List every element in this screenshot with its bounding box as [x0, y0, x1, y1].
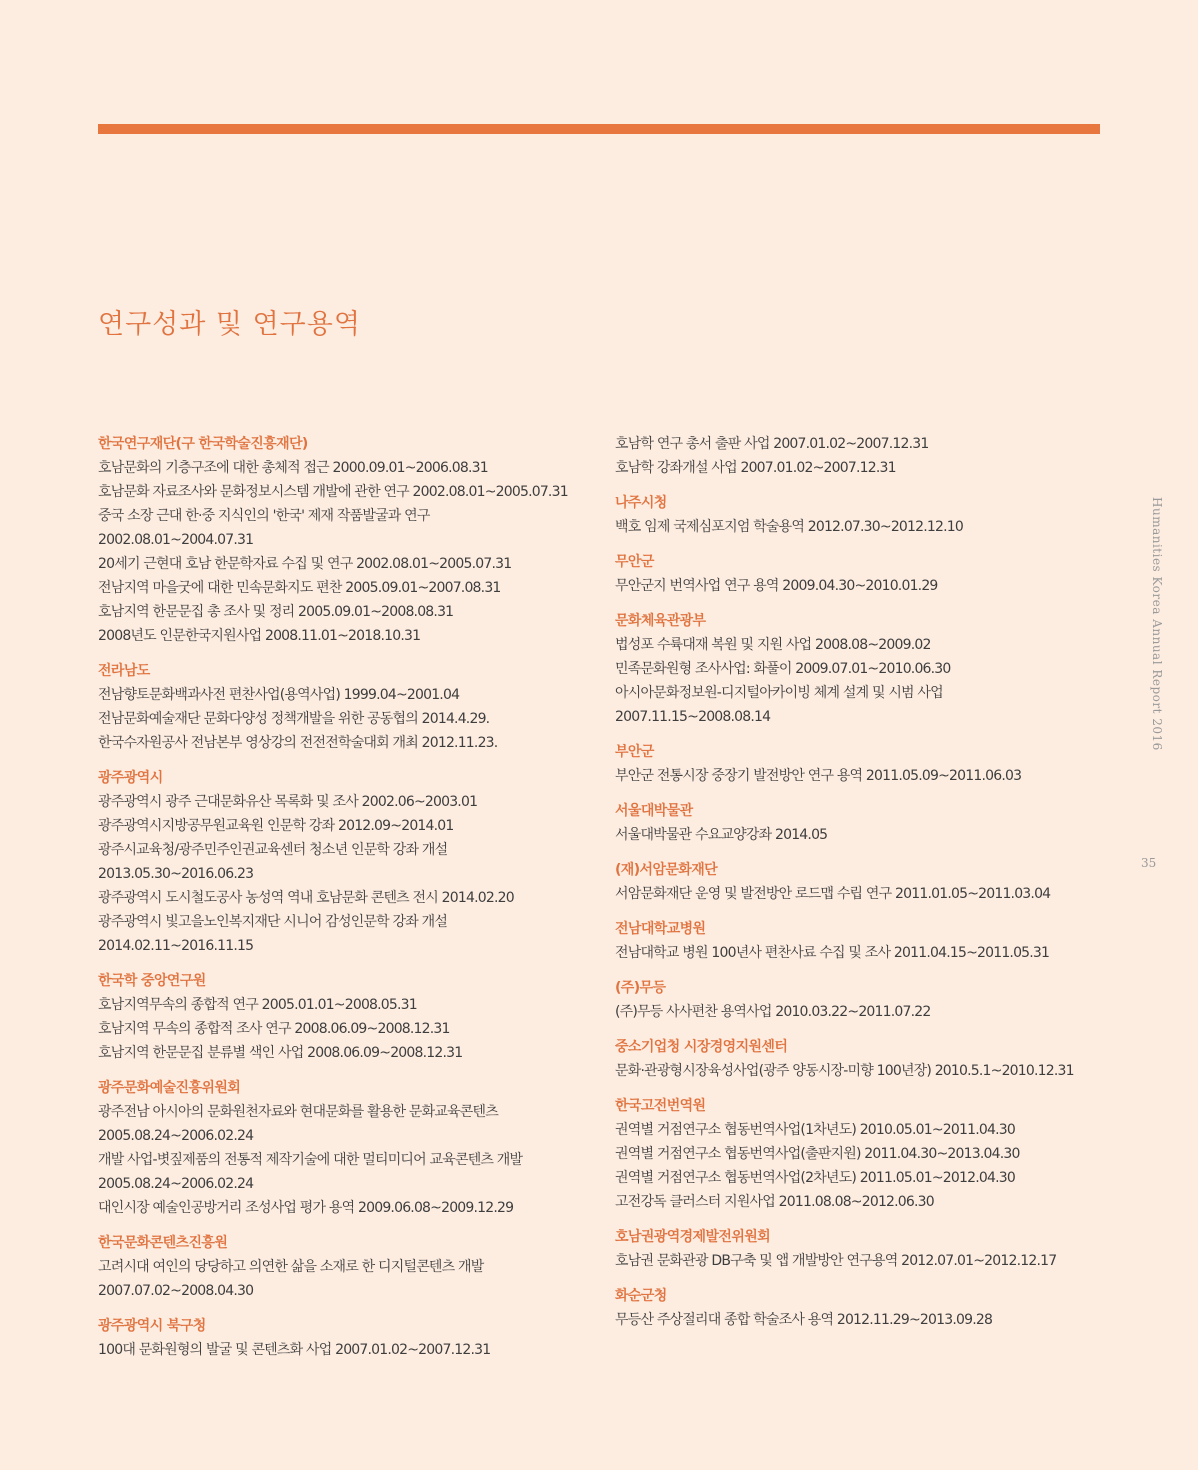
project-list — [615, 633, 1115, 729]
org-section — [615, 858, 1115, 906]
project-list — [615, 1308, 1115, 1332]
project-list — [98, 790, 598, 958]
project-item: 2007.07.02~2008.04.30 — [98, 1283, 254, 1299]
org-section — [615, 1094, 1115, 1214]
project-list — [615, 1249, 1115, 1273]
project-list — [615, 574, 1115, 598]
org-section — [98, 659, 598, 755]
project-item: 광주광역시 도시철도공사 농성역 역내 호남문화 콘텐츠 전시 2014.02.20 — [98, 890, 514, 906]
project-item: 호남지역무속의 종합적 연구 2005.01.01~2008.05.31 — [98, 997, 417, 1013]
right-column — [615, 432, 1115, 1343]
org-name: 한국문화콘텐츠진흥원 — [98, 1235, 228, 1251]
org-name: 한국학 중앙연구원 — [98, 973, 206, 989]
org-name: 서울대박물관 — [615, 803, 693, 819]
project-item: 호남지역 한문문집 분류별 색인 사업 2008.06.09~2008.12.31 — [98, 1045, 463, 1061]
project-item: 광주시교육청/광주민주인권교육센터 청소년 인문학 강좌 개설 — [98, 842, 448, 858]
project-list — [98, 1100, 598, 1220]
project-item: 광주광역시 광주 근대문화유산 목록화 및 조사 2002.06~2003.01 — [98, 794, 478, 810]
org-section — [615, 491, 1115, 539]
project-list — [615, 1118, 1115, 1214]
org-name: 전남대학교병원 — [615, 921, 706, 937]
org-section — [615, 917, 1115, 965]
project-item: 무등산 주상절리대 종합 학술조사 용역 2012.11.29~2013.09.28 — [615, 1312, 993, 1328]
project-list — [615, 515, 1115, 539]
project-item: 전남향토문화백과사전 편찬사업(용역사업) 1999.04~2001.04 — [98, 687, 460, 703]
org-name: 광주광역시 — [98, 770, 163, 786]
project-item: 호남학 연구 총서 출판 사업 2007.01.02~2007.12.31 — [615, 436, 929, 452]
project-item: 고려시대 여인의 당당하고 의연한 삶을 소재로 한 디지털콘텐츠 개발 — [98, 1259, 484, 1275]
org-name: 광주문화예술진흥위원회 — [98, 1080, 241, 1096]
project-list — [615, 823, 1115, 847]
org-section — [98, 766, 598, 958]
project-item: 백호 임제 국제심포지엄 학술용역 2012.07.30~2012.12.10 — [615, 519, 963, 535]
project-list — [98, 1255, 598, 1303]
project-item: 20세기 근현대 호남 한문학자료 수집 및 연구 2002.08.01~2005.07.31 — [98, 556, 512, 572]
project-list — [615, 1059, 1115, 1083]
project-item: 아시아문화정보원-디지털아카이빙 체계 설계 및 시범 사업 — [615, 685, 943, 701]
project-item: 권역별 거점연구소 협동번역사업(2차년도) 2011.05.01~2012.04.30 — [615, 1170, 1015, 1186]
page-title: 연구성과 및 연구용역 — [98, 309, 361, 340]
project-list — [615, 764, 1115, 788]
org-section — [615, 976, 1115, 1024]
org-section — [615, 1225, 1115, 1273]
org-section — [615, 799, 1115, 847]
project-item: 2013.05.30~2016.06.23 — [98, 866, 254, 882]
project-item: 민족문화원형 조사사업: 화풀이 2009.07.01~2010.06.30 — [615, 661, 951, 677]
project-item: 2005.08.24~2006.02.24 — [98, 1176, 254, 1192]
project-item: 광주광역시 빛고을노인복지재단 시니어 감성인문학 강좌 개설 — [98, 914, 448, 930]
org-name: 중소기업청 시장경영지원센터 — [615, 1039, 788, 1055]
running-header-vertical: Humanities Korea Annual Report 2016 — [1150, 497, 1164, 751]
project-item: 중국 소장 근대 한·중 지식인의 '한국' 제재 작품발굴과 연구 — [98, 508, 430, 524]
project-item: 무안군지 번역사업 연구 용역 2009.04.30~2010.01.29 — [615, 578, 938, 594]
project-list — [98, 683, 598, 755]
org-name: 한국고전번역원 — [615, 1098, 706, 1114]
project-list — [98, 1338, 598, 1362]
org-section — [98, 969, 598, 1065]
project-item: 2007.11.15~2008.08.14 — [615, 709, 771, 725]
left-column — [98, 432, 598, 1373]
page-number: 35 — [1141, 856, 1157, 870]
project-item: 한국수자원공사 전남본부 영상강의 전전전학술대회 개최 2012.11.23. — [98, 735, 498, 751]
org-section — [615, 1284, 1115, 1332]
project-item: 호남권 문화관광 DB구축 및 앱 개발방안 연구용역 2012.07.01~2012.12.17 — [615, 1253, 1057, 1269]
project-item: (주)무등 사사편찬 용역사업 2010.03.22~2011.07.22 — [615, 1004, 931, 1020]
project-item: 권역별 거점연구소 협동번역사업(출판지원) 2011.04.30~2013.04.30 — [615, 1146, 1020, 1162]
org-name: 광주광역시 북구청 — [98, 1318, 206, 1334]
org-section — [615, 609, 1115, 729]
project-item: 서울대박물관 수요교양강좌 2014.05 — [615, 827, 828, 843]
project-list — [615, 432, 1115, 480]
project-item: 호남문화의 기층구조에 대한 총체적 접근 2000.09.01~2006.08.31 — [98, 460, 488, 476]
project-item: 2002.08.01~2004.07.31 — [98, 532, 254, 548]
project-item: 2008년도 인문한국지원사업 2008.11.01~2018.10.31 — [98, 628, 421, 644]
project-item: 전남문화예술재단 문화다양성 정책개발을 위한 공동협의 2014.4.29. — [98, 711, 490, 727]
project-item: 부안군 전통시장 중장기 발전방안 연구 용역 2011.05.09~2011.06.03 — [615, 768, 1022, 784]
project-item: 2005.08.24~2006.02.24 — [98, 1128, 254, 1144]
project-item: 법성포 수륙대재 복원 및 지원 사업 2008.08~2009.02 — [615, 637, 931, 653]
org-section — [615, 432, 1115, 480]
org-name: 전라남도 — [98, 663, 150, 679]
org-name: 문화체육관광부 — [615, 613, 706, 629]
org-section — [615, 550, 1115, 598]
project-item: 전남지역 마을굿에 대한 민속문화지도 편찬 2005.09.01~2007.08.31 — [98, 580, 501, 596]
org-section — [615, 740, 1115, 788]
org-name: 무안군 — [615, 554, 654, 570]
project-list — [615, 882, 1115, 906]
org-name: 나주시청 — [615, 495, 667, 511]
project-item: 100대 문화원형의 발굴 및 콘텐츠화 사업 2007.01.02~2007.12.31 — [98, 1342, 491, 1358]
top-accent-bar — [98, 124, 1100, 134]
project-item: 대인시장 예술인공방거리 조성사업 평가 용역 2009.06.08~2009.12.29 — [98, 1200, 514, 1216]
org-section — [98, 1076, 598, 1220]
project-item: 2014.02.11~2016.11.15 — [98, 938, 254, 954]
project-list — [98, 456, 598, 648]
project-item: 개발 사업-볏짚제품의 전통적 제작기술에 대한 멀티미디어 교육콘텐츠 개발 — [98, 1152, 523, 1168]
project-item: 호남문화 자료조사와 문화정보시스템 개발에 관한 연구 2002.08.01~2005.07.31 — [98, 484, 568, 500]
org-name: (재)서암문화재단 — [615, 862, 718, 878]
project-item: 광주광역시지방공무원교육원 인문학 강좌 2012.09~2014.01 — [98, 818, 454, 834]
org-name: 호남권광역경제발전위원회 — [615, 1229, 771, 1245]
project-item: 고전강독 클러스터 지원사업 2011.08.08~2012.06.30 — [615, 1194, 934, 1210]
org-name: (주)무등 — [615, 980, 666, 996]
org-name: 부안군 — [615, 744, 654, 760]
org-section — [98, 432, 598, 648]
project-item: 호남지역 무속의 종합적 조사 연구 2008.06.09~2008.12.31 — [98, 1021, 450, 1037]
org-section — [98, 1231, 598, 1303]
org-section — [98, 1314, 598, 1362]
project-list — [98, 993, 598, 1065]
project-item: 서암문화재단 운영 및 발전방안 로드맵 수립 연구 2011.01.05~2011.03.04 — [615, 886, 1051, 902]
org-section — [615, 1035, 1115, 1083]
org-name: 한국연구재단(구 한국학술진흥재단) — [98, 436, 308, 452]
project-item: 문화·관광형시장육성사업(광주 양동시장-미향 100년장) 2010.5.1~2010.12.31 — [615, 1063, 1074, 1079]
project-item: 광주전남 아시아의 문화원천자료와 현대문화를 활용한 문화교육콘텐츠 — [98, 1104, 498, 1120]
project-list — [615, 941, 1115, 965]
project-item: 호남학 강좌개설 사업 2007.01.02~2007.12.31 — [615, 460, 896, 476]
project-item: 전남대학교 병원 100년사 편찬사료 수집 및 조사 2011.04.15~2011.05.31 — [615, 945, 1050, 961]
project-item: 권역별 거점연구소 협동번역사업(1차년도) 2010.05.01~2011.04.30 — [615, 1122, 1015, 1138]
project-list — [615, 1000, 1115, 1024]
org-name: 화순군청 — [615, 1288, 667, 1304]
project-item: 호남지역 한문문집 총 조사 및 정리 2005.09.01~2008.08.31 — [98, 604, 454, 620]
